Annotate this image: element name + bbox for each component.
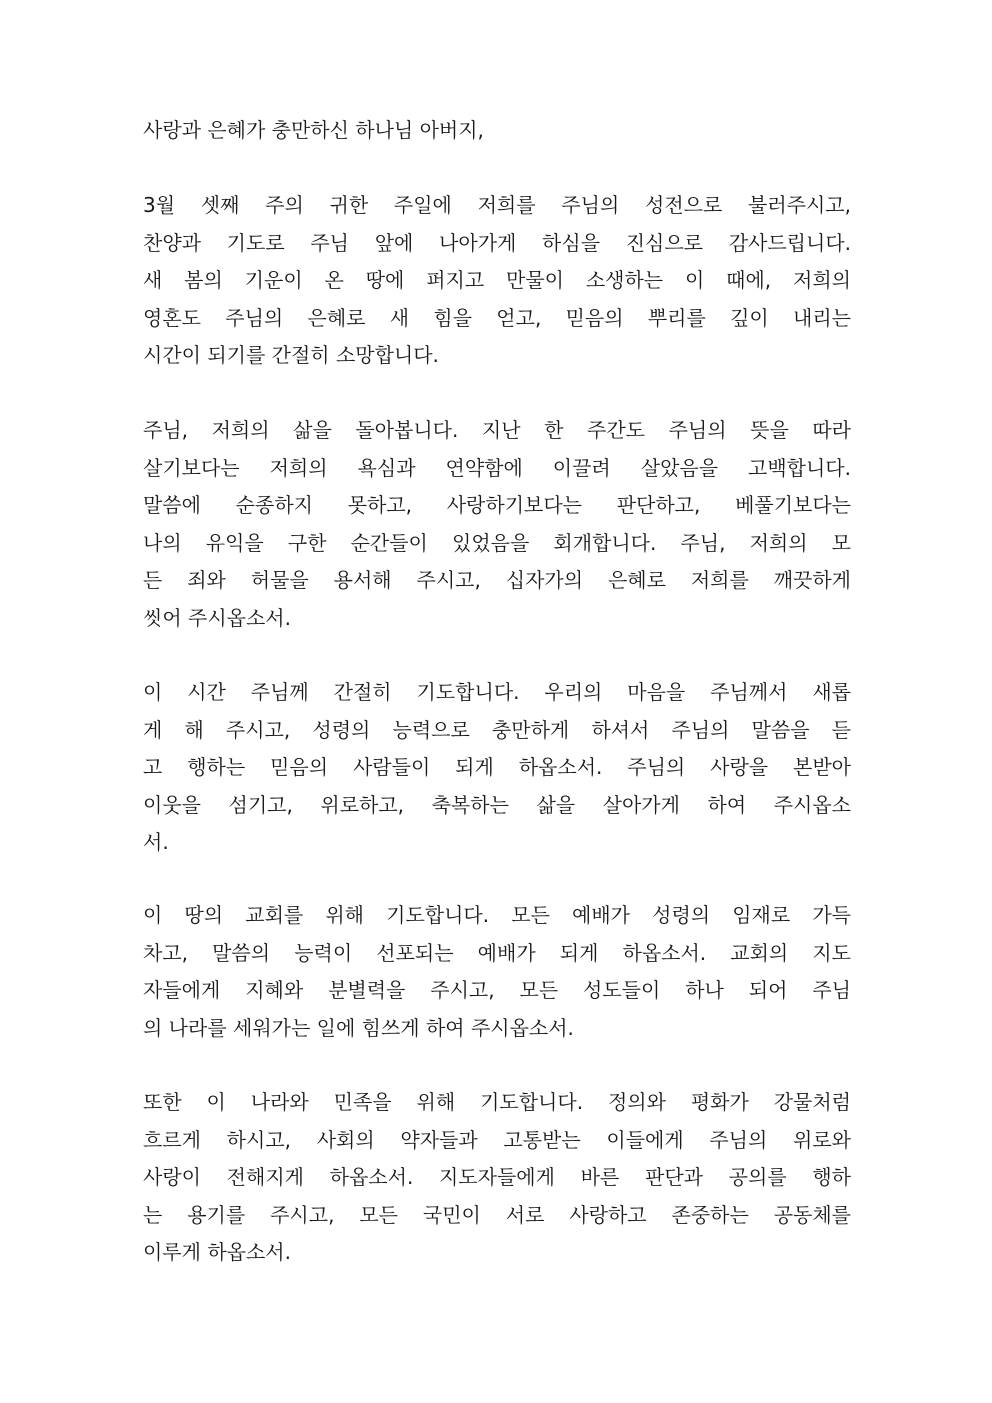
paragraph-line: 나의 유익을 구한 순간들이 있었음을 회개합니다. 주님, 저희의 모 bbox=[143, 530, 851, 555]
greeting bbox=[143, 112, 851, 150]
paragraph-line: 이웃을 섬기고, 위로하고, 축복하는 삶을 살아가게 하여 주시옵소 bbox=[143, 792, 851, 817]
paragraph-line: 이루게 하옵소서. bbox=[143, 1240, 291, 1264]
paragraph-line: 게 해 주시고, 성령의 능력으로 충만하게 하셔서 주님의 말씀을 듣 bbox=[143, 717, 851, 742]
paragraph-line: 고 행하는 믿음의 사람들이 되게 하옵소서. 주님의 사랑을 본받아 bbox=[143, 755, 851, 779]
paragraph-line: 말씀에 순종하지 못하고, 사랑하기보다는 판단하고, 베풀기보다는 bbox=[143, 493, 851, 517]
paragraph-line: 살기보다는 저희의 욕심과 연약함에 이끌려 살았음을 고백합니다. bbox=[143, 455, 851, 480]
paragraph-confession bbox=[143, 412, 851, 637]
paragraph-line: 영혼도 주님의 은혜로 새 힘을 얻고, 믿음의 뿌리를 깊이 내리는 bbox=[143, 305, 851, 330]
paragraph-line: 서. bbox=[143, 830, 169, 854]
paragraph-line: 찬양과 기도로 주님 앞에 나아가게 하심을 진심으로 감사드립니다. bbox=[143, 230, 851, 255]
paragraph-line: 씻어 주시옵소서. bbox=[143, 605, 291, 630]
paragraph-line: 이 시간 주님께 간절히 기도합니다. 우리의 마음을 주님께서 새롭 bbox=[143, 680, 851, 704]
greeting-line: 사랑과 은혜가 충만하신 하나님 아버지, bbox=[143, 118, 484, 142]
paragraph-line: 는 용기를 주시고, 모든 국민이 서로 사랑하고 존중하는 공동체를 bbox=[143, 1202, 851, 1227]
paragraph-line: 또한 이 나라와 민족을 위해 기도합니다. 정의와 평화가 강물처럼 bbox=[143, 1090, 851, 1114]
paragraph-line: 사랑이 전해지게 하옵소서. 지도자들에게 바른 판단과 공의를 행하 bbox=[143, 1165, 851, 1189]
paragraph-line: 주님, 저희의 삶을 돌아봅니다. 지난 한 주간도 주님의 뜻을 따라 bbox=[143, 418, 851, 442]
paragraph-nation bbox=[143, 1084, 851, 1272]
paragraph-line: 시간이 되기를 간절히 소망합니다. bbox=[143, 343, 439, 367]
paragraph-line: 자들에게 지혜와 분별력을 주시고, 모든 성도들이 하나 되어 주님 bbox=[143, 978, 851, 1002]
paragraph-line: 든 죄와 허물을 용서해 주시고, 십자가의 은혜로 저희를 깨끗하게 bbox=[143, 568, 851, 592]
paragraph-line: 차고, 말씀의 능력이 선포되는 예배가 되게 하옵소서. 교회의 지도 bbox=[143, 940, 851, 965]
paragraph-line: 3월 셋째 주의 귀한 주일에 저희를 주님의 성전으로 불러주시고, bbox=[143, 193, 851, 217]
paragraph-renewal bbox=[143, 674, 851, 862]
paragraph-line: 흐르게 하시고, 사회의 약자들과 고통받는 이들에게 주님의 위로와 bbox=[143, 1127, 851, 1152]
paragraph-line: 이 땅의 교회를 위해 기도합니다. 모든 예배가 성령의 임재로 가득 bbox=[143, 903, 851, 927]
paragraph-line: 의 나라를 세워가는 일에 힘쓰게 하여 주시옵소서. bbox=[143, 1015, 574, 1040]
paragraph-line: 새 봄의 기운이 온 땅에 퍼지고 만물이 소생하는 이 때에, 저희의 bbox=[143, 268, 851, 292]
paragraph-thanksgiving bbox=[143, 187, 851, 375]
paragraph-church bbox=[143, 897, 851, 1047]
